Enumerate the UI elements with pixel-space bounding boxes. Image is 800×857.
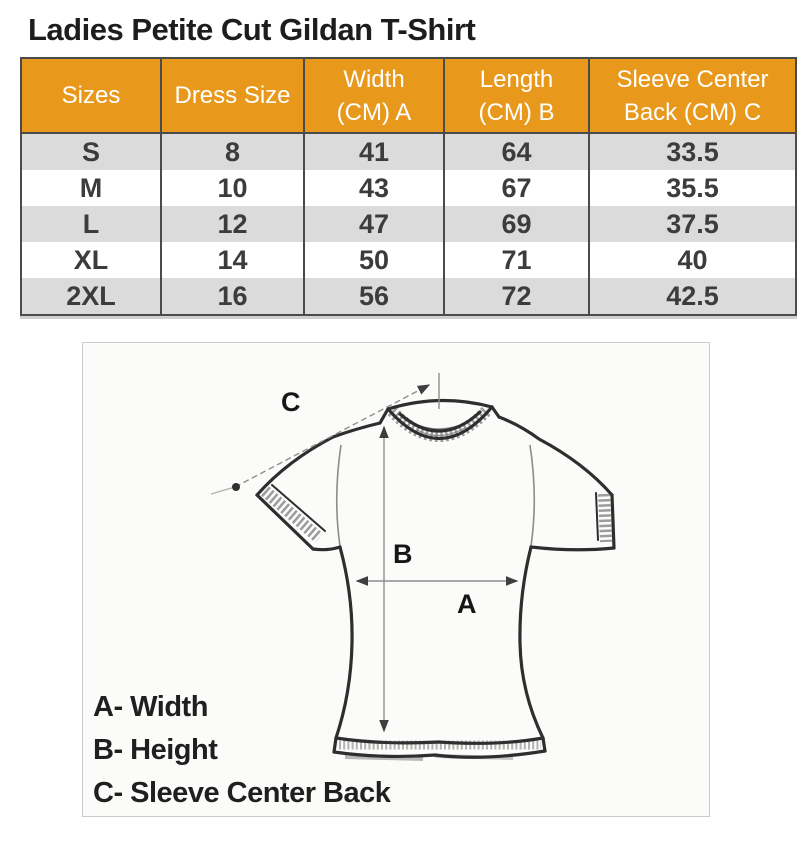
cell-dress-size: 8 bbox=[161, 133, 304, 170]
col-header-width: Width (CM) A bbox=[304, 58, 444, 133]
legend-line-a: A- Width bbox=[93, 691, 208, 723]
cell-length: 69 bbox=[444, 206, 589, 242]
cell-sleeve: 33.5 bbox=[589, 133, 796, 170]
cell-length: 64 bbox=[444, 133, 589, 170]
cell-width: 47 bbox=[304, 206, 444, 242]
cell-dress-size: 14 bbox=[161, 242, 304, 278]
table-row-xl bbox=[21, 242, 796, 278]
cell-size: XL bbox=[21, 242, 161, 278]
table-row-l bbox=[21, 206, 796, 242]
measure-line-c bbox=[211, 385, 429, 494]
measurement-diagram-panel bbox=[82, 342, 710, 817]
cell-length: 71 bbox=[444, 242, 589, 278]
col-header-sleeve: Sleeve Center Back (CM) C bbox=[589, 58, 796, 133]
table-row-s bbox=[21, 133, 796, 170]
cell-dress-size: 12 bbox=[161, 206, 304, 242]
cell-length: 72 bbox=[444, 278, 589, 315]
size-table-header bbox=[21, 58, 796, 133]
cell-width: 43 bbox=[304, 170, 444, 206]
table-row-2xl bbox=[21, 278, 796, 315]
size-table bbox=[20, 57, 797, 316]
col-header-length: Length (CM) B bbox=[444, 58, 589, 133]
table-row-m bbox=[21, 170, 796, 206]
cell-sleeve: 37.5 bbox=[589, 206, 796, 242]
cell-width: 56 bbox=[304, 278, 444, 315]
cell-sleeve: 35.5 bbox=[589, 170, 796, 206]
label-b: B bbox=[393, 539, 413, 569]
label-a: A bbox=[457, 589, 477, 619]
measurement-legend bbox=[93, 686, 390, 815]
cell-dress-size: 10 bbox=[161, 170, 304, 206]
col-header-sizes: Sizes bbox=[21, 58, 161, 133]
cell-width: 50 bbox=[304, 242, 444, 278]
cell-sleeve: 42.5 bbox=[589, 278, 796, 315]
page-title: Ladies Petite Cut Gildan T-Shirt bbox=[28, 12, 476, 47]
armhole-seams bbox=[337, 445, 535, 546]
legend-line-b: B- Height bbox=[93, 734, 218, 766]
cell-size: S bbox=[21, 133, 161, 170]
cell-size: M bbox=[21, 170, 161, 206]
cell-dress-size: 16 bbox=[161, 278, 304, 315]
cell-length: 67 bbox=[444, 170, 589, 206]
cell-width: 41 bbox=[304, 133, 444, 170]
label-c: C bbox=[281, 387, 301, 417]
cell-sleeve: 40 bbox=[589, 242, 796, 278]
cell-size: L bbox=[21, 206, 161, 242]
cell-size: 2XL bbox=[21, 278, 161, 315]
col-header-dress-size: Dress Size bbox=[161, 58, 304, 133]
legend-line-c: C- Sleeve Center Back bbox=[93, 777, 391, 809]
